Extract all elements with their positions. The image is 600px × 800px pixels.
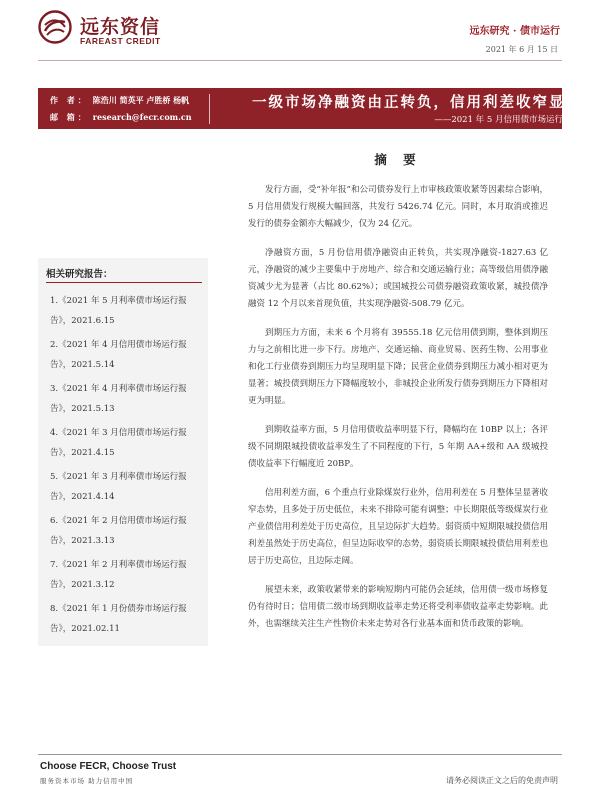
related-report-item[interactable]: 1.《2021 年 5 月利率债市场运行报告》，2021.6.15 (50, 296, 187, 326)
footer-slogan-en: Choose FECR, Choose Trust (40, 761, 177, 772)
summary-paragraph-maturity: 到期压力方面，未来 6 个月将有 39555.18 亿元信用债到期，整体到期压力与之前相比进一步下行。房地产、交通运输、商业贸易、医药生物、公用事业和化工行业债券到期压力均呈现明显下降；民营企业债券到期压力减小相对更为显著；城投债到期压力下降幅度较小，非城投企业所发行债券到期压力下降相对更为明显。 (248, 328, 548, 406)
fareast-logo-icon (38, 10, 72, 44)
band-divider (209, 94, 210, 124)
report-title: 一级市场净融资由正转负，信用利差收窄显著 (252, 94, 582, 111)
footer-slogan-cn: 服务资本市场 助力信用中国 (40, 777, 134, 785)
email-label: 邮 箱： (50, 112, 89, 122)
summary-paragraph-credit-spread: 信用利差方面，6 个重点行业除煤炭行业外，信用利差在 5 月整体呈显著收窄态势，且多处于历史低位，未来不排除可能有调整；中长期限低等级煤炭行业产业债信用利差处于历史高位，且呈边际扩大趋势。弱资质中短期限城投债信用利差虽然处于历史高位，但呈边际收窄的态势，弱资质长期限城投债信用利差也居于历史高位，且边际走阔。 (248, 488, 548, 566)
footer-divider (38, 754, 562, 755)
summary-paragraph-issuance: 发行方面，受“补年报”和公司债券发行上市审核政策收紧等因素综合影响，5 月信用债发行规模大幅回落，共发行 5426.74 亿元。同时，本月取消或推迟发行的债券金额亦大幅减少，仅为 24 亿元。 (248, 185, 548, 229)
related-reports-list (50, 291, 200, 643)
logo-text-cn: 远东资信 (80, 16, 161, 38)
email-line (50, 112, 192, 123)
related-reports-title: 相关研究报告： (46, 269, 113, 280)
author-label: 作 者： (50, 95, 89, 105)
logo-text-en: FAREAST CREDIT (80, 36, 161, 46)
authors: 陈浩川 简英平 卢胜桥 杨帆 (92, 95, 190, 105)
report-category: 远东研究 · 债市运行 (469, 26, 560, 37)
related-report-item[interactable]: 7.《2021 年 2 月利率债市场运行报告》，2021.3.12 (50, 560, 187, 590)
related-report-item[interactable]: 3.《2021 年 4 月利率债市场运行报告》，2021.5.13 (50, 384, 187, 414)
related-reports-sidebar (38, 258, 208, 646)
related-report-item[interactable]: 5.《2021 年 3 月利率债市场运行报告》，2021.4.14 (50, 472, 187, 502)
summary-section (248, 150, 548, 645)
logo (38, 8, 188, 52)
summary-paragraph-net-financing: 净融资方面，5 月份信用债净融资由正转负，共实现净融资-1827.63 亿元，净融资的减少主要集中于房地产、综合和交通运输行业；高等级信用债净融资减少尤为显著（占比 80.62%）；或国城投公司债券融资政策收紧，城投债净融资 12 个月以来首现负值，共实现净融资-508.79 亿元。 (248, 248, 548, 309)
sidebar-divider (46, 282, 202, 283)
summary-paragraph-yield: 到期收益率方面，5 月信用债收益率明显下行，降幅均在 10BP 以上；各评级不同期限城投债收益率发生了不同程度的下行，5 年期 AA+级和 AA 级城投债收益率下行幅度近 20BP。 (248, 425, 548, 469)
report-date: 2021 年 6 月 15 日 (485, 45, 558, 54)
related-report-item[interactable]: 6.《2021 年 2 月信用债市场运行报告》，2021.3.13 (50, 516, 187, 546)
footer-disclaimer: 请务必阅读正文之后的免责声明 (446, 776, 558, 785)
related-report-item[interactable]: 2.《2021 年 4 月信用债市场运行报告》，2021.5.14 (50, 340, 187, 370)
summary-paragraph-outlook: 展望未来，政策收紧带来的影响短期内可能仍会延续，信用债一级市场修复仍有待时日；信用债二级市场到期收益率走势还将受利率债收益率走势影响。此外，也需继续关注生产性物价未来走势对各行业基本面和货币政策的影响。 (248, 585, 548, 629)
report-subtitle: ——2021 年 5 月信用债市场运行报告 (434, 115, 580, 125)
email-link[interactable]: research@fecr.com.cn (92, 112, 192, 122)
header-divider (38, 60, 562, 61)
related-report-item[interactable]: 4.《2021 年 3 月信用债市场运行报告》，2021.4.15 (50, 428, 187, 458)
related-report-item[interactable]: 8.《2021 年 1 月份债券市场运行报告》，2021.02.11 (50, 604, 187, 634)
summary-title: 摘 要 (374, 152, 422, 167)
author-line (50, 95, 189, 106)
